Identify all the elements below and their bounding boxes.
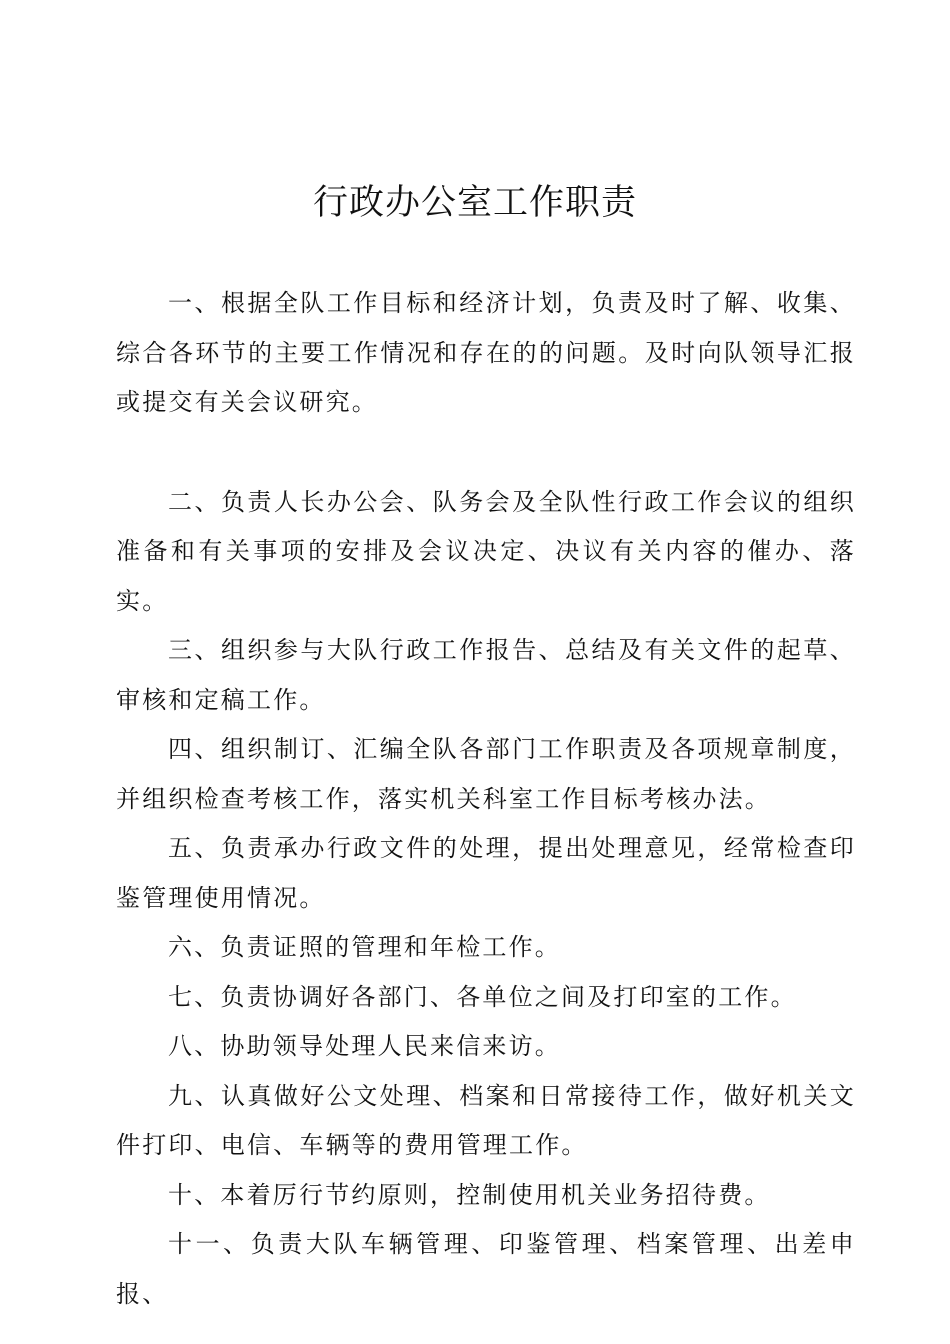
paragraph-6: 六、负责证照的管理和年检工作。 [168, 933, 561, 961]
paragraph-5: 五、负责承办行政文件的处理，提出处理意见，经常检查印鉴管理使用情况。 [116, 834, 856, 912]
paragraph-9: 九、认真做好公文处理、档案和日常接待工作，做好机关文件打印、电信、车辆等的费用管理工作。 [116, 1081, 856, 1159]
document-body [116, 279, 856, 1319]
document-title: 行政办公室工作职责 [312, 183, 637, 223]
paragraph-3: 三、组织参与大队行政工作报告、总结及有关文件的起草、审核和定稿工作。 [116, 636, 856, 714]
paragraph-8: 八、协助领导处理人民来信来访。 [168, 1032, 561, 1060]
paragraph-11: 十一、负责大队车辆管理、印鉴管理、档案管理、出差申报、 [116, 1230, 856, 1308]
paragraph-4: 四、组织制订、汇编全队各部门工作职责及各项规章制度，并组织检查考核工作，落实机关科室工作目标考核办法。 [116, 735, 856, 813]
paragraph-1: 一、根据全队工作目标和经济计划，负责及时了解、收集、综合各环节的主要工作情况和存在的的问题。及时向队领导汇报或提交有关会议研究。 [116, 289, 856, 416]
paragraph-10: 十、本着厉行节约原则，控制使用机关业务招待费。 [168, 1180, 771, 1209]
paragraph-2: 二、负责人长办公会、队务会及全队性行政工作会议的组织准备和有关事项的安排及会议决定、决议有关内容的催办、落实。 [116, 487, 856, 615]
paragraph-7: 七、负责协调好各部门、各单位之间及打印室的工作。 [168, 982, 797, 1011]
